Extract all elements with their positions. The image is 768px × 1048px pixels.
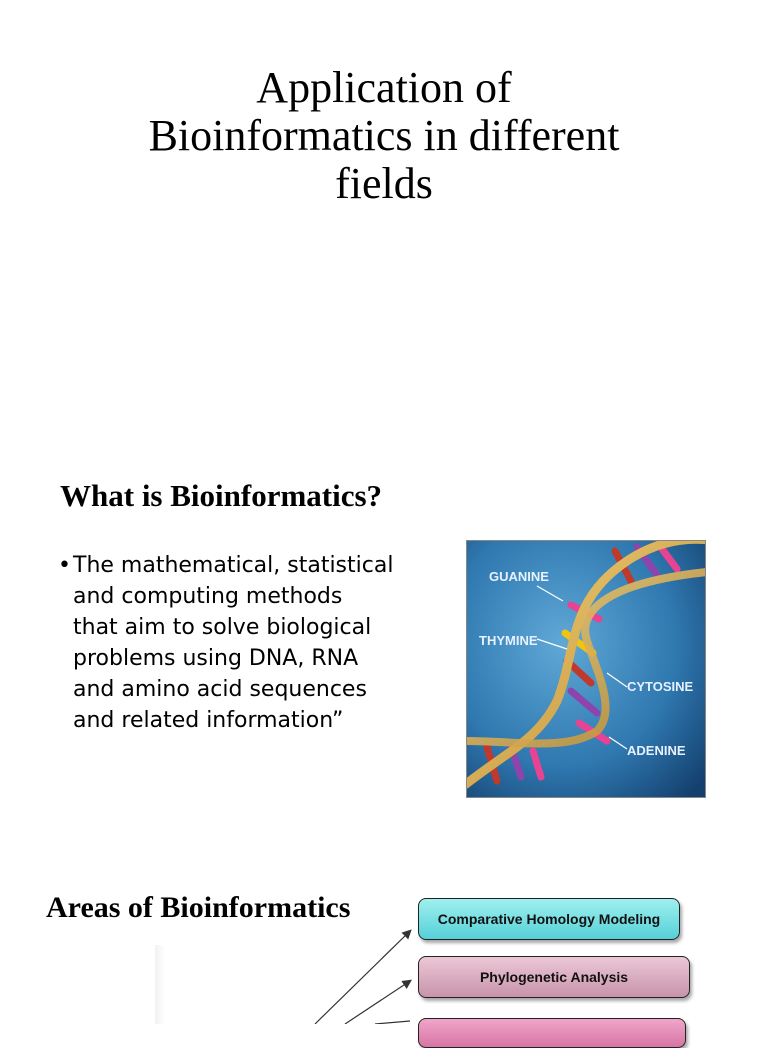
- arrow-to-area-1: [315, 931, 410, 1024]
- title-line: Application of: [256, 63, 512, 112]
- bullet-dot: •: [58, 553, 71, 578]
- arrow-to-area-2: [345, 981, 410, 1024]
- areas-slide: [0, 845, 768, 1024]
- definition-heading: What is Bioinformatics?: [60, 478, 383, 513]
- title-line: fields: [335, 159, 433, 208]
- bullet-line: problems using DNA, RNA: [73, 646, 359, 671]
- definition-bullet: [58, 550, 418, 736]
- areas-heading: Areas of Bioinformatics: [46, 891, 351, 924]
- area-partial-box: [418, 1018, 686, 1048]
- adenine-label: ADENINE: [627, 743, 686, 758]
- thymine-label: THYMINE: [479, 633, 538, 648]
- dna-helix-image: [466, 540, 706, 798]
- bullet-line: that aim to solve biological: [73, 615, 372, 640]
- bullet-line: The mathematical, statistical: [73, 553, 394, 578]
- title-line: Bioinformatics in different: [148, 111, 620, 160]
- definition-slide: [0, 440, 768, 845]
- dna-helix-illustration: [467, 541, 705, 797]
- bullet-line: and related information”: [73, 708, 344, 733]
- bullet-line: and computing methods: [73, 584, 343, 609]
- area-comparative-homology-modeling: Comparative Homology Modeling: [418, 898, 680, 940]
- cytosine-label: CYTOSINE: [627, 679, 694, 694]
- area-phylogenetic-analysis: Phylogenetic Analysis: [418, 956, 690, 998]
- guanine-label: GUANINE: [489, 569, 549, 584]
- slide-title: [40, 64, 728, 208]
- bullet-line: and amino acid sequences: [73, 677, 367, 702]
- title-slide: [0, 0, 768, 440]
